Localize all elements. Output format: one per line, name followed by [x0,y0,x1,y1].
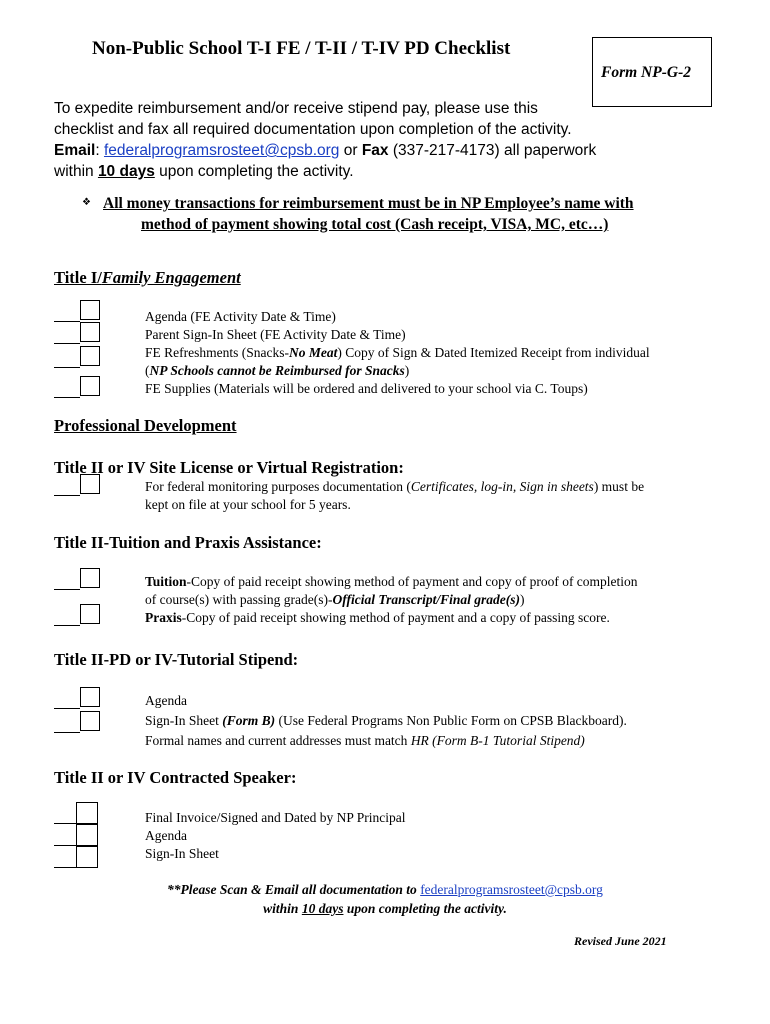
tuition-text: -Copy of paid receipt showing method of payment and copy of proof of completion [186,574,638,589]
fe-signin-item: Parent Sign-In Sheet (FE Activity Date & Time) [145,327,406,342]
email-label: Email [54,142,96,159]
section-heading-stipend: Title II-PD or IV-Tutorial Stipend: [54,650,299,669]
notice-line-2: method of payment showing total cost (Cash receipt, VISA, MC, etc…) [141,216,609,233]
stipend-2a: Sign-In Sheet [145,713,223,728]
checkbox-site-license[interactable] [54,474,100,496]
revised-date: Revised June 2021 [574,934,667,948]
footer-days: 10 days [301,901,344,916]
fax-label: Fax [361,142,389,159]
footer-2b: upon completing the activity. [343,901,507,916]
section-heading-site-license: Title II or IV Site License or Virtual Registration: [54,458,404,477]
sl-1b: Certificates, log-in, Sign in sheets [410,479,594,494]
no-meat: No Meat [288,345,338,360]
section-heading-pd: Professional Development [54,416,237,435]
form-b: (Form B) [222,713,276,728]
stipend-3a: Formal names and current addresses must match [145,733,411,748]
hr-form: HR (Form B-1 Tutorial Stipend) [410,733,585,748]
site-license-line-2: kept on file at your school for 5 years. [145,497,351,512]
stipend-2c: (Use Federal Programs Non Public Form on CPSB Blackboard). [275,713,627,728]
praxis-label: Praxis [145,610,182,625]
intro-line-3: Email: federalprogramsrosteet@cpsb.org or Fax (337-217-4173) all paperwork [54,142,597,159]
refresh-a: FE Refreshments (Snacks- [145,345,289,360]
fe-agenda-item: Agenda (FE Activity Date & Time) [145,309,336,324]
section-heading-title1 [54,268,241,288]
checkbox-stipend-agenda[interactable] [54,687,100,709]
no-snacks-note: NP Schools cannot be Reimbursed for Snacks [149,363,405,378]
tuition-2c: ) [519,592,525,607]
intro-line-1: To expedite reimbursement and/or receive stipend pay, please use this [54,100,538,117]
tuition-label: Tuition [145,574,187,589]
tuition-item-line-2 [145,591,524,609]
speaker-invoice-item: Final Invoice/Signed and Dated by NP Principal [145,810,406,825]
footer-email-link[interactable]: federalprogramsrosteet@cpsb.org [420,882,603,897]
intro-paragraph [54,98,654,182]
stipend-names-item [145,732,585,750]
checkbox-speaker-signin[interactable] [54,846,100,868]
sl-1a: For federal monitoring purposes documentation ( [145,479,411,494]
sl-1c: ) must be [593,479,645,494]
praxis-item [145,609,610,627]
deadline-days: 10 days [97,163,155,180]
page-title: Non-Public School T-I FE / T-II / T-IV PD Checklist [92,38,511,59]
stipend-signin-item [145,712,627,730]
tuition-item [145,573,638,591]
paren-close: ) [404,363,410,378]
title1-heading-a: Title I/ [54,268,102,287]
praxis-text: -Copy of paid receipt showing method of payment and a copy of passing score. [181,610,610,625]
intro-line-2: checklist and fax all required documentation upon completion of the activity. [54,121,572,138]
footer-1a: **Please Scan & Email all documentation to [167,882,421,897]
footer-line-2 [0,899,770,918]
diamond-bullet-icon: ❖ [82,197,91,208]
checkbox-praxis[interactable] [54,604,100,626]
email-link[interactable]: federalprogramsrosteet@cpsb.org [103,142,340,159]
checkbox-tuition[interactable] [54,568,100,590]
footer-instructions [0,880,770,918]
form-number-box [592,37,712,107]
checkbox-fe-refreshments[interactable] [54,346,100,368]
refresh-c: ) Copy of Sign & Dated Itemized Receipt from individual [337,345,650,360]
fe-refreshments-item [145,344,650,362]
fe-supplies-item: FE Supplies (Materials will be ordered and delivered to your school via C. Toups) [145,381,588,396]
form-number: Form NP-G-2 [601,64,691,81]
section-heading-tuition: Title II-Tuition and Praxis Assistance: [54,533,322,552]
checkbox-speaker-agenda[interactable] [54,824,100,846]
checkbox-fe-supplies[interactable] [54,376,100,398]
title1-heading-b: Family Engagement [101,268,241,287]
section-heading-speaker: Title II or IV Contracted Speaker: [54,768,297,787]
intro-line-4-rest: upon completing the activity. [154,163,354,180]
within-text: within [54,163,98,180]
notice-line-1: All money transactions for reimbursement must be in NP Employee’s name with [103,195,634,212]
site-license-line-1 [145,478,644,496]
stipend-agenda-item: Agenda [145,693,187,708]
tuition-2a: of course(s) with passing grade(s)- [145,592,333,607]
checkbox-speaker-invoice[interactable] [54,802,100,824]
footer-2a: within [263,901,302,916]
checkbox-fe-signin[interactable] [54,322,100,344]
paren-open: ( [145,363,150,378]
checkbox-stipend-signin[interactable] [54,711,100,733]
checkbox-fe-agenda[interactable] [54,300,100,322]
fe-refreshments-note [145,362,409,380]
or-text: or [339,142,362,159]
reimbursement-notice [103,193,718,235]
footer-line-1 [0,880,770,899]
official-transcript: Official Transcript/Final grade(s) [332,592,520,607]
fax-value: (337-217-4173) all paperwork [388,142,597,159]
speaker-signin-item: Sign-In Sheet [145,846,219,861]
intro-line-4 [54,161,654,182]
speaker-agenda-item: Agenda [145,828,187,843]
